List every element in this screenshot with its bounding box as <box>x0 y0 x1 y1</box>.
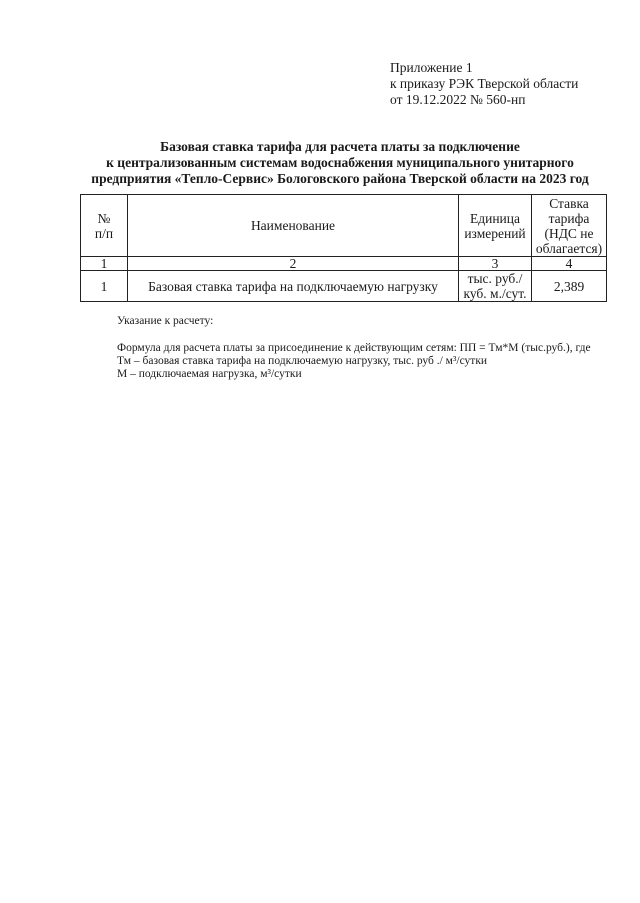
table-header-row <box>81 195 607 257</box>
tariff-table <box>80 194 607 302</box>
header-num <box>81 195 128 257</box>
notes-m-definition: М – подключаемая нагрузка, м³/сутки <box>117 368 302 380</box>
calculation-notes <box>117 315 591 381</box>
row-unit-line-1: тыс. руб./ <box>467 271 523 286</box>
title-line-3: предприятия «Тепло-Сервис» Бологовского района Тверской области на 2023 год <box>91 171 589 186</box>
appendix-number: Приложение 1 <box>390 60 473 75</box>
column-number-2: 2 <box>128 257 459 271</box>
header-unit-line-1: Единица <box>469 210 520 226</box>
column-number-4: 4 <box>532 257 607 271</box>
header-rate <box>532 195 607 257</box>
row-name: Базовая ставка тарифа на подключаемую нагрузку <box>128 271 459 302</box>
appendix-order: к приказу РЭК Тверской области <box>390 76 579 91</box>
appendix-reference <box>390 60 578 108</box>
header-num-line-1: № <box>97 210 111 226</box>
notes-formula: Формула для расчета платы за присоединение к действующим сетям: ПП = Тм*М (тыс.руб.), где <box>117 342 591 354</box>
header-name: Наименование <box>128 195 459 257</box>
header-rate-line-4: облагается) <box>535 240 603 256</box>
notes-tm-definition: Тм – базовая ставка тарифа на подключаемую нагрузку, тыс. руб ./ м³/сутки <box>117 355 488 367</box>
row-unit-line-2: куб. м./сут. <box>463 286 527 301</box>
header-rate-line-3: (НДС не <box>544 225 594 241</box>
header-unit-line-2: измерений <box>464 225 526 241</box>
notes-spacer <box>117 328 591 342</box>
document-title <box>60 139 620 187</box>
title-line-2: к централизованным системам водоснабжения муниципального унитарного <box>106 155 574 170</box>
appendix-date: от 19.12.2022 № 560-нп <box>390 92 526 107</box>
header-num-line-2: п/п <box>94 225 114 241</box>
table-row <box>81 271 607 302</box>
row-rate: 2,389 <box>532 271 607 302</box>
column-number-row <box>81 257 607 271</box>
header-rate-line-1: Ставка <box>549 195 589 211</box>
header-unit <box>459 195 532 257</box>
column-number-1: 1 <box>81 257 128 271</box>
column-number-3: 3 <box>459 257 532 271</box>
title-line-1: Базовая ставка тарифа для расчета платы за подключение <box>160 139 520 154</box>
row-unit <box>459 271 532 302</box>
row-num: 1 <box>81 271 128 302</box>
notes-heading: Указание к расчету: <box>117 315 214 327</box>
header-rate-line-2: тарифа <box>548 210 590 226</box>
